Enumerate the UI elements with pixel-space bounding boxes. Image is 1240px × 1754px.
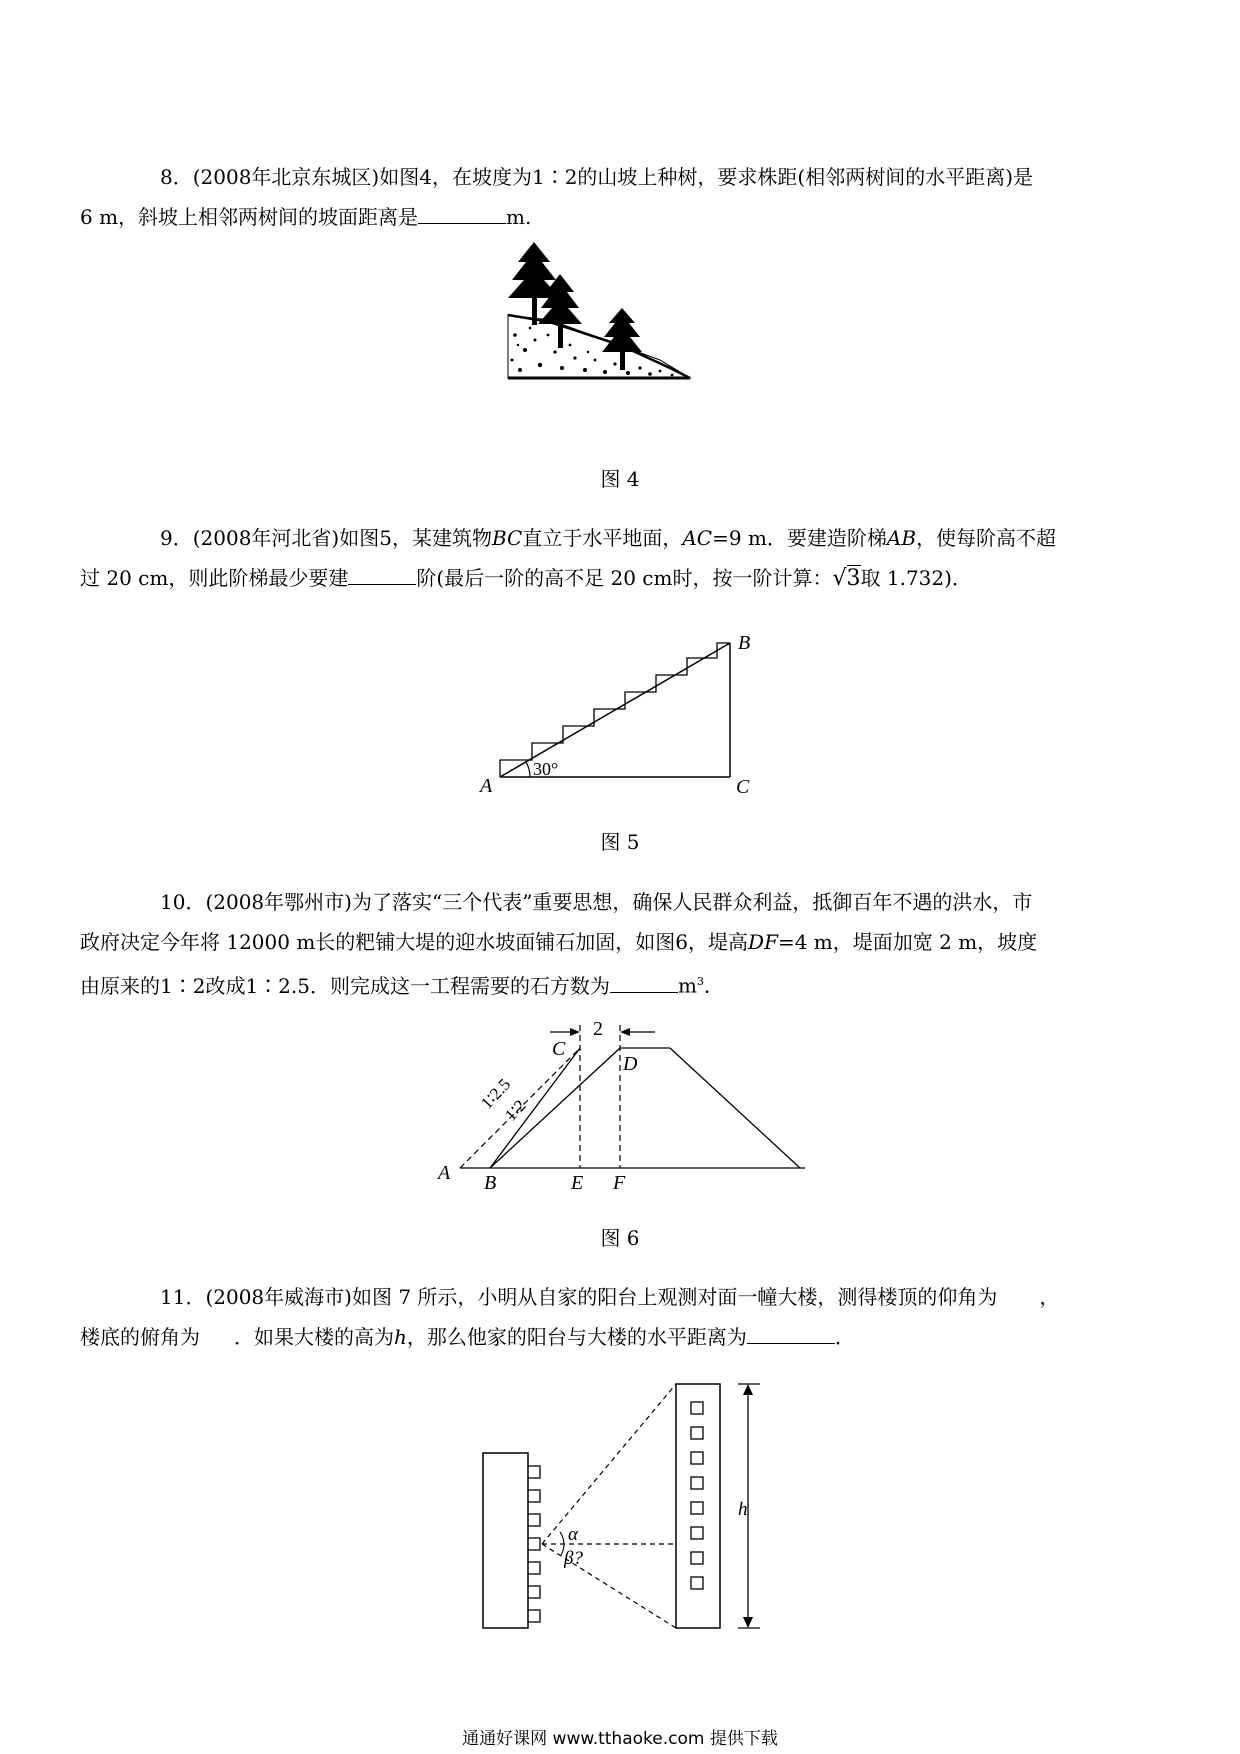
problem-8: 8．(2008年北京东城区)如图4，在坡度为1∶2的山坡上种树，要求株距(相邻两树间的水平距离)是 6 m，斜坡上相邻两树间的坡面距离是 m.	[80, 165, 1034, 229]
problem-text: 如图 7 所示，小明从自家的阳台上观测对面一幢大楼，测得楼顶的仰角为	[351, 1285, 998, 1309]
problem-text: 6 m，斜坡上相邻两树间的坡面距离是	[80, 205, 419, 229]
sqrt-radicand: 3	[846, 566, 861, 591]
angle-label: 30°	[533, 759, 559, 779]
problem-text: 政府决定今年将 12000 m长的粑铺大堤的迎水坡面铺石加固，如图6，堤高	[80, 930, 749, 954]
problem-text: ．如果大楼的高为	[234, 1325, 394, 1349]
problem-number: 9	[160, 526, 173, 550]
sqrt-symbol: √3	[832, 566, 861, 591]
beta-label: β?	[564, 1548, 583, 1569]
problem-text: 楼底的俯角为	[80, 1325, 200, 1349]
segment-label: BC	[491, 526, 523, 550]
problem-number: 11	[160, 1285, 186, 1309]
problem-text: 取 1.732)．	[860, 566, 972, 590]
problem-11: 11．(2008年威海市)如图 7 所示，小明从自家的阳台上观测对面一幢大楼，测得楼顶的仰角为 ， 楼底的俯角为 ．如果大楼的高为h，那么他家的阳台与大楼的水平距离为 ．	[80, 1285, 1060, 1349]
page-footer: 通通好课网 www.tthaoke.com 提供下载	[462, 1729, 778, 1749]
point-label-c: C	[552, 1038, 566, 1060]
problem-9: 9．(2008年河北省)如图5，某建筑物BC直立于水平地面，AC=9 m．要建造阶梯AB，使每阶高不超 过 20 cm，则此阶梯最少要建 阶(最后一阶的高不足 20 cm时，按一阶计算：√3取 1.732)．	[80, 526, 1057, 591]
segment-label: AB	[886, 526, 917, 550]
point-label-a: A	[480, 775, 493, 797]
slope-label-new: 1∶2.5	[477, 1074, 515, 1113]
figure-7-buildings	[480, 1380, 800, 1630]
problem-text: 为了落实“三个代表”重要思想，确保人民群众利益，抵御百年不遇的洪水，市	[351, 890, 1033, 914]
problem-text: ，	[1039, 1285, 1060, 1309]
point-label-e: E	[571, 1172, 584, 1194]
point-label-b: B	[484, 1172, 497, 1194]
width-label: 2	[593, 1018, 603, 1040]
problem-source: (2008年北京东城区)	[192, 165, 380, 189]
unit-exponent: 3	[696, 975, 704, 988]
answer-blank	[610, 971, 678, 993]
problem-source: (2008年鄂州市)	[205, 890, 352, 914]
problem-text: 阶(最后一阶的高不足 20 cm时，按一阶计算：	[416, 566, 833, 590]
problem-text: 如图5，某建筑物	[339, 526, 492, 550]
problem-text: ，那么他家的阳台与大楼的水平距离为	[406, 1325, 747, 1349]
problem-number: 8	[160, 165, 173, 189]
figure-caption: 图 6	[600, 1226, 640, 1250]
figure-caption: 图 4	[600, 467, 640, 491]
problem-text: 如图4，在坡度为1∶2的山坡上种树，要求株距(相邻两树间的水平距离)是	[379, 165, 1034, 189]
answer-blank	[418, 202, 506, 224]
problem-text: ．	[703, 973, 724, 998]
problem-text: 直立于水平地面，	[522, 526, 683, 550]
height-label: h	[738, 1499, 748, 1520]
problem-text: m.	[506, 205, 532, 229]
figure-6-dam	[430, 1005, 820, 1195]
alpha-label: α	[568, 1524, 578, 1545]
problem-source: (2008年河北省)	[192, 526, 340, 550]
problem-text: =4 m，堤面加宽 2 m，坡度	[777, 930, 1038, 954]
answer-blank	[348, 563, 416, 585]
figure-caption: 图 5	[600, 830, 640, 854]
point-label-b: B	[738, 632, 751, 654]
problem-text: =9 m．要建造阶梯	[712, 526, 887, 550]
problem-text: ，使每阶高不超	[916, 526, 1057, 550]
segment-label: AC	[682, 526, 713, 550]
problem-number: 10	[160, 890, 186, 914]
problem-text: 由原来的1∶2改成1∶2.5．则完成这一工程需要的石方数为	[80, 973, 610, 998]
point-label-d: D	[623, 1053, 638, 1075]
variable-label: h	[394, 1325, 407, 1349]
problem-text: 过 20 cm，则此阶梯最少要建	[80, 566, 349, 590]
problem-text: m	[677, 973, 697, 998]
point-label-f: F	[613, 1172, 626, 1194]
problem-source: (2008年威海市)	[205, 1285, 352, 1309]
segment-label: DF	[748, 930, 778, 954]
slope-label-old: 1∶2	[501, 1096, 530, 1125]
figure-5-staircase	[470, 625, 770, 800]
problem-10: 10．(2008年鄂州市)为了落实“三个代表”重要思想，确保人民群众利益，抵御百年不遇的洪水，市 政府决定今年将 12000 m长的粑铺大堤的迎水坡面铺石加固，如图6，堤高DF=4 m，堤面加宽 2 m，坡度 由原来的1∶2改成1∶2.5．则完成这一工程需要的石方数为 $m^3$．	[80, 890, 1038, 998]
point-label-c: C	[736, 776, 750, 798]
figure-4-slope-trees	[500, 240, 740, 390]
answer-blank	[747, 1322, 835, 1344]
problem-text: ．	[834, 1325, 855, 1349]
point-label-a: A	[438, 1162, 451, 1184]
